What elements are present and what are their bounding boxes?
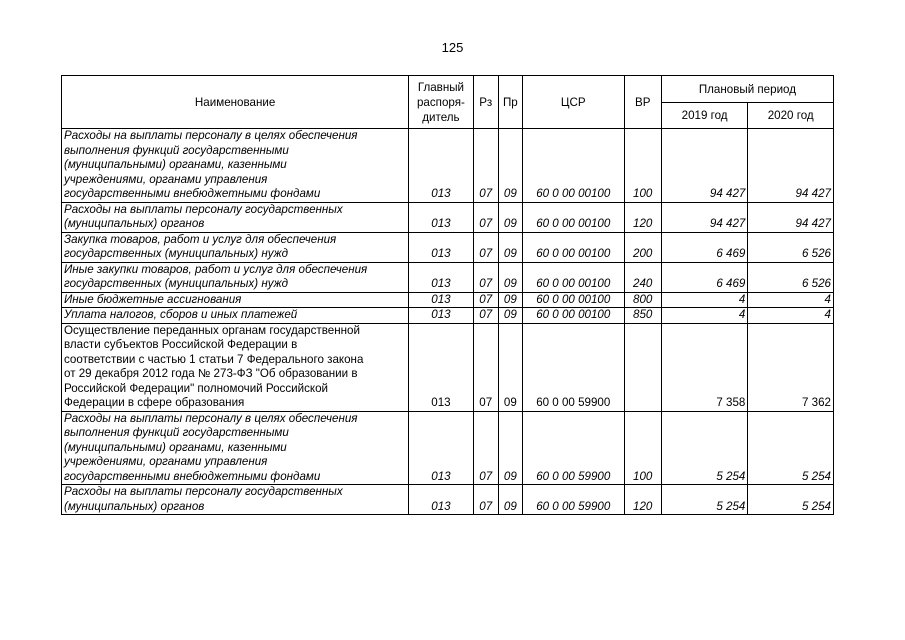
cell-2020: 5 254	[748, 411, 834, 485]
cell-rz: 07	[473, 232, 498, 262]
cell-vr: 100	[624, 129, 661, 203]
cell-name: Расходы на выплаты персоналу государственных (муниципальных) органов	[62, 202, 409, 232]
cell-name: Расходы на выплаты персоналу в целях обеспечения выполнения функций государственными (муниципальными) органами, казенными учреждениями, органами управления государственными внебюджетными фондами	[62, 129, 409, 203]
cell-name: Иные бюджетные ассигнования	[62, 292, 409, 308]
cell-pr: 09	[498, 411, 522, 485]
cell-2019: 4	[661, 292, 748, 308]
cell-2019: 94 427	[661, 129, 748, 203]
cell-name: Закупка товаров, работ и услуг для обеспечения государственных (муниципальных) нужд	[62, 232, 409, 262]
cell-csr: 60 0 00 00100	[522, 308, 624, 324]
cell-admin: 013	[409, 308, 473, 324]
cell-rz: 07	[473, 485, 498, 515]
cell-name: Осуществление переданных органам государственной власти субъектов Российской Федерации в соответствии с частью 1 статьи 7 Федерального закона от 29 декабря 2012 года № 273-ФЗ "Об образовании в Российской Федерации" полномочий Российской Федерации в сфере образования	[62, 323, 409, 411]
cell-2020: 4	[748, 292, 834, 308]
table-row	[62, 129, 834, 203]
cell-rz: 07	[473, 411, 498, 485]
cell-admin: 013	[409, 292, 473, 308]
cell-rz: 07	[473, 202, 498, 232]
cell-admin: 013	[409, 411, 473, 485]
table-row	[62, 232, 834, 262]
cell-2019: 5 254	[661, 411, 748, 485]
cell-2020: 94 427	[748, 129, 834, 203]
cell-name: Иные закупки товаров, работ и услуг для обеспечения государственных (муниципальных) нужд	[62, 262, 409, 292]
cell-pr: 09	[498, 129, 522, 203]
cell-vr: 120	[624, 485, 661, 515]
cell-pr: 09	[498, 323, 522, 411]
table-body	[62, 129, 834, 515]
cell-csr: 60 0 00 00100	[522, 232, 624, 262]
cell-pr: 09	[498, 292, 522, 308]
cell-name: Расходы на выплаты персоналу в целях обеспечения выполнения функций государственными (муниципальными) органами, казенными учреждениями, органами управления государственными внебюджетными фондами	[62, 411, 409, 485]
cell-pr: 09	[498, 202, 522, 232]
cell-csr: 60 0 00 59900	[522, 485, 624, 515]
table-row	[62, 323, 834, 411]
cell-pr: 09	[498, 262, 522, 292]
cell-csr: 60 0 00 59900	[522, 411, 624, 485]
cell-2019: 4	[661, 308, 748, 324]
table-row	[62, 485, 834, 515]
cell-vr: 800	[624, 292, 661, 308]
cell-2020: 4	[748, 308, 834, 324]
header-rz: Рз	[473, 76, 498, 129]
cell-2020: 6 526	[748, 262, 834, 292]
cell-admin: 013	[409, 323, 473, 411]
cell-pr: 09	[498, 232, 522, 262]
header-pr: Пр	[498, 76, 522, 129]
cell-pr: 09	[498, 485, 522, 515]
cell-pr: 09	[498, 308, 522, 324]
cell-2019: 7 358	[661, 323, 748, 411]
budget-table	[61, 75, 834, 515]
cell-rz: 07	[473, 262, 498, 292]
cell-admin: 013	[409, 202, 473, 232]
header-year-2019: 2019 год	[661, 103, 748, 129]
cell-2019: 6 469	[661, 262, 748, 292]
header-plan-period: Плановый период	[661, 76, 833, 103]
cell-2019: 5 254	[661, 485, 748, 515]
cell-vr: 100	[624, 411, 661, 485]
cell-name: Уплата налогов, сборов и иных платежей	[62, 308, 409, 324]
cell-admin: 013	[409, 262, 473, 292]
cell-rz: 07	[473, 129, 498, 203]
cell-2019: 6 469	[661, 232, 748, 262]
cell-csr: 60 0 00 00100	[522, 262, 624, 292]
cell-2020: 5 254	[748, 485, 834, 515]
cell-admin: 013	[409, 129, 473, 203]
cell-vr	[624, 323, 661, 411]
cell-vr: 120	[624, 202, 661, 232]
header-name: Наименование	[62, 76, 409, 129]
header-year-2020: 2020 год	[748, 103, 834, 129]
table-row	[62, 262, 834, 292]
cell-csr: 60 0 00 59900	[522, 323, 624, 411]
cell-admin: 013	[409, 232, 473, 262]
cell-2020: 94 427	[748, 202, 834, 232]
cell-2019: 94 427	[661, 202, 748, 232]
cell-admin: 013	[409, 485, 473, 515]
cell-vr: 240	[624, 262, 661, 292]
cell-name: Расходы на выплаты персоналу государственных (муниципальных) органов	[62, 485, 409, 515]
cell-rz: 07	[473, 292, 498, 308]
cell-2020: 6 526	[748, 232, 834, 262]
cell-csr: 60 0 00 00100	[522, 202, 624, 232]
cell-vr: 200	[624, 232, 661, 262]
cell-rz: 07	[473, 308, 498, 324]
table-row	[62, 202, 834, 232]
cell-csr: 60 0 00 00100	[522, 129, 624, 203]
table-row	[62, 411, 834, 485]
table-row	[62, 308, 834, 324]
cell-2020: 7 362	[748, 323, 834, 411]
cell-csr: 60 0 00 00100	[522, 292, 624, 308]
cell-vr: 850	[624, 308, 661, 324]
page-number: 125	[441, 40, 464, 55]
cell-rz: 07	[473, 323, 498, 411]
header-admin: Главный распоря- дитель	[409, 76, 473, 129]
header-vr: ВР	[624, 76, 661, 129]
table-row	[62, 292, 834, 308]
header-csr: ЦСР	[522, 76, 624, 129]
